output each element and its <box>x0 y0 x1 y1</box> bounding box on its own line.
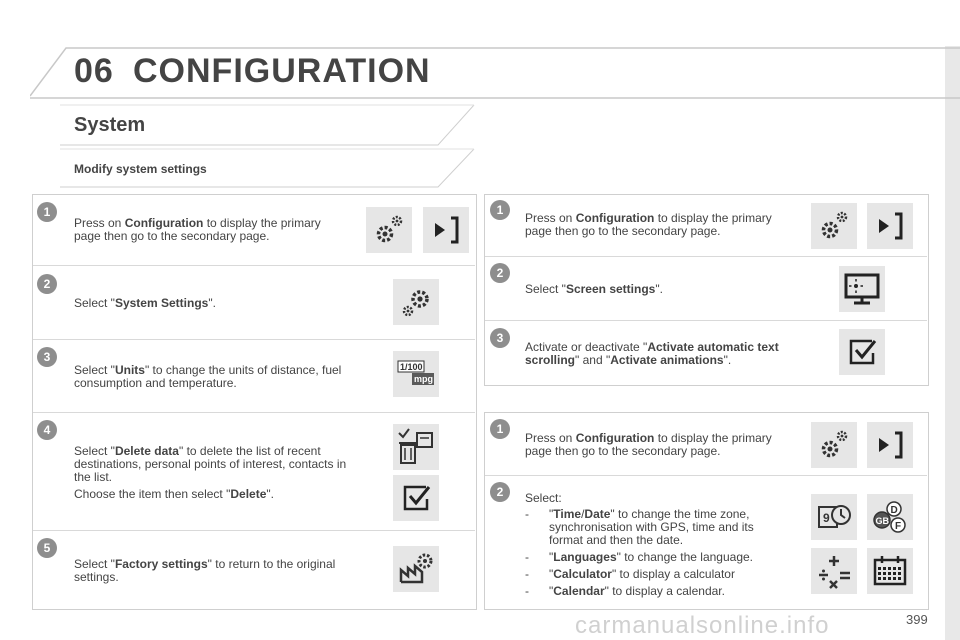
secondary-page-icon <box>423 207 469 253</box>
secondary-page-icon <box>867 422 913 468</box>
calculator-button[interactable] <box>811 548 857 594</box>
factory-settings-button[interactable] <box>393 546 439 592</box>
watermark: carmanualsonline.info <box>575 612 830 639</box>
row-divider <box>33 265 475 266</box>
gears-icon <box>811 422 857 468</box>
step-4-text: Select "Delete data" to delete the list of recent destinations, personal points of interest, contacts in the list. <box>74 444 347 484</box>
row-divider <box>485 475 927 476</box>
configuration-button[interactable] <box>811 422 857 468</box>
languages-item: - "Languages" to change the language. <box>525 550 753 564</box>
time-date-item: - "Time/Date" to change the time zone, synchronisation with GPS, time and its format and then the date. <box>525 507 754 547</box>
svg-text:1/100: 1/100 <box>400 362 423 372</box>
gears-icon <box>366 207 412 253</box>
svg-text:mpg: mpg <box>414 374 433 384</box>
units-button[interactable] <box>393 351 439 397</box>
time-step-badge-2: 2 <box>490 482 510 502</box>
step-badge-2: 2 <box>37 274 57 294</box>
languages-icon <box>867 494 913 540</box>
screen-step-badge-1: 1 <box>490 200 510 220</box>
row-divider <box>485 256 927 257</box>
time-step-1-text: Press on Configuration to display the primary page then go to the secondary page. <box>525 431 772 458</box>
activate-toggle-button[interactable] <box>839 329 885 375</box>
step-3-text: Select "Units" to change the units of distance, fuel consumption and temperature. <box>74 363 342 390</box>
step-5-text: Select "Factory settings" to return to the original settings. <box>74 557 336 584</box>
row-divider <box>33 339 475 340</box>
units-icon <box>393 351 439 397</box>
configuration-button[interactable] <box>366 207 412 253</box>
section-title: System <box>74 114 146 136</box>
delete-data-button[interactable] <box>393 424 439 470</box>
secondary-page-button[interactable] <box>867 203 913 249</box>
configuration-button[interactable] <box>811 203 857 249</box>
calendar-icon <box>867 548 913 594</box>
screen-step-1-text: Press on Configuration to display the primary page then go to the secondary page. <box>525 211 772 238</box>
checkbox-icon <box>393 475 439 521</box>
step-badge-4: 4 <box>37 420 57 440</box>
page-edge-bar <box>945 46 960 640</box>
delete-confirm-button[interactable] <box>393 475 439 521</box>
factory-reset-icon <box>393 546 439 592</box>
calculator-icon <box>811 548 857 594</box>
languages-button[interactable] <box>867 494 913 540</box>
screen-step-badge-2: 2 <box>490 263 510 283</box>
subsection-title: Modify system settings <box>74 162 207 176</box>
step-badge-1: 1 <box>37 202 57 222</box>
svg-text:F: F <box>895 521 902 532</box>
calendar-item: - "Calendar" to display a calendar. <box>525 584 725 598</box>
step-2-text: Select "System Settings". <box>74 296 216 310</box>
step-badge-3: 3 <box>37 347 57 367</box>
select-intro: Select: <box>525 491 562 505</box>
screen-step-2-text: Select "Screen settings". <box>525 282 663 296</box>
checkbox-icon <box>839 329 885 375</box>
time-step-2-text <box>525 492 775 598</box>
gears-icon <box>393 279 439 325</box>
time-step-badge-1: 1 <box>490 419 510 439</box>
secondary-page-button[interactable] <box>867 422 913 468</box>
screen-step-badge-3: 3 <box>490 328 510 348</box>
calculator-item: - "Calculator" to display a calculator <box>525 567 735 581</box>
time-date-button[interactable] <box>811 494 857 540</box>
screen-step-3-text: Activate or deactivate "Activate automatic text scrolling" and "Activate animations". <box>525 340 779 367</box>
row-divider <box>485 320 927 321</box>
svg-text:D: D <box>890 505 898 516</box>
step-4-text-line2: Choose the item then select "Delete". <box>74 487 274 501</box>
screen-settings-button[interactable] <box>839 266 885 312</box>
row-divider <box>33 412 475 413</box>
secondary-page-button[interactable] <box>423 207 469 253</box>
row-divider <box>33 530 475 531</box>
page-number: 399 <box>906 612 928 627</box>
secondary-page-icon <box>867 203 913 249</box>
chapter-title: CONFIGURATION <box>133 52 431 90</box>
svg-text:GB: GB <box>875 516 889 526</box>
step-1-text: Press on Configuration to display the primary page then go to the secondary page. <box>74 216 321 243</box>
svg-text:9: 9 <box>823 511 830 525</box>
system-settings-button[interactable] <box>393 279 439 325</box>
step-badge-5: 5 <box>37 538 57 558</box>
gears-icon <box>811 203 857 249</box>
clock-calendar-icon <box>811 494 857 540</box>
screen-brightness-icon <box>839 266 885 312</box>
calendar-button[interactable] <box>867 548 913 594</box>
chapter-number: 06 <box>74 52 114 90</box>
trash-list-icon <box>393 424 439 470</box>
